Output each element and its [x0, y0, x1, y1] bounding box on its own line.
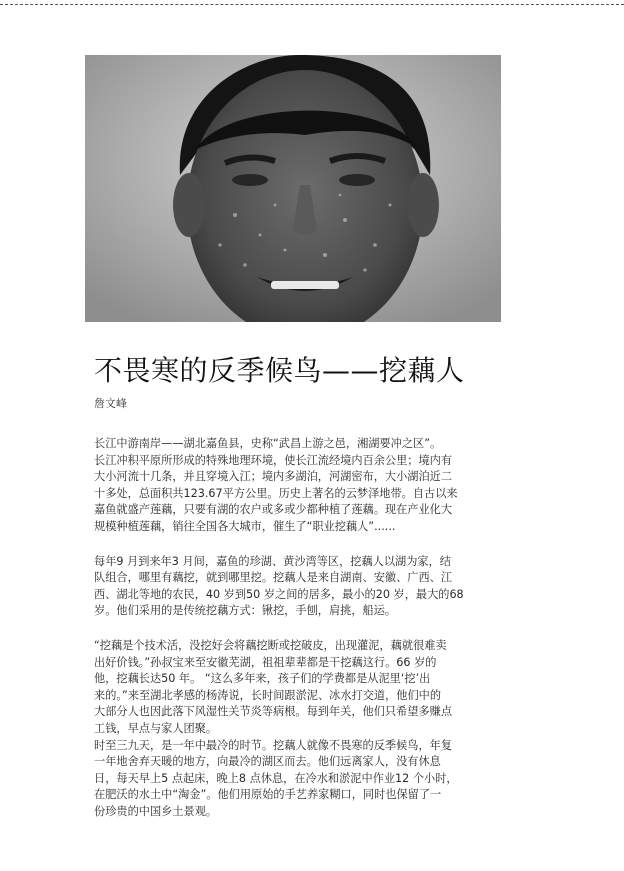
text-line: “挖藕是个技术活，没挖好会将藕挖断或挖破皮，出现灌泥，藕就很难卖 [94, 638, 447, 652]
portrait-image [85, 55, 501, 322]
article-body [94, 436, 494, 820]
text-line: 来的。”来至湖北孝感的杨涛说，长时间跟淤泥、冰水打交道，他们中的 [94, 688, 442, 702]
text-line: 份珍贵的中国乡土景观。 [94, 804, 218, 818]
text-line: 日，每天早上5 点起床，晚上8 点休息，在冷水和淤泥中作业12 个小时， [94, 771, 458, 785]
text-line: 队组合，哪里有藕挖，就到哪里挖。挖藕人是来自湖南、安徽、广西、江 [94, 571, 453, 585]
paragraph-2 [94, 554, 494, 620]
paragraph-3 [94, 638, 494, 738]
paragraph-1 [94, 436, 494, 536]
text-line: 西、湖北等地的农民，40 岁到50 岁之间的居多，最小的20 岁，最大的68 [94, 587, 464, 601]
text-line: 长江冲积平原所形成的特殊地理环境，使长江流经境内百余公里；境内有 [94, 453, 453, 467]
text-line: 他，挖藕长达50 年。 “这么多年来，孩子们的学费都是从泥里‘挖’出 [94, 672, 431, 686]
text-line: 规模种植莲藕，销往全国各大城市，催生了“职业挖藕人”...... [94, 519, 396, 533]
text-line: 每年9 月到来年3 月间，嘉鱼的珍湖、黄沙湾等区，挖藕人以湖为家，结 [94, 554, 451, 568]
article-title: 不畏寒的反季候鸟——挖藕人 [94, 354, 465, 387]
text-line: 大小河流十几条，并且穿境入江；境内多湖泊，河湖密布，大小湖泊近二 [94, 470, 453, 484]
top-dashed-border [0, 4, 624, 5]
text-line: 工钱，早点与家人团聚。 [94, 721, 218, 735]
article-author: 詹文峰 [94, 397, 127, 410]
text-line: 嘉鱼就盛产莲藕，只要有湖的农户或多或少都种植了莲藕。现在产业化大 [94, 503, 453, 517]
text-line: 在肥沃的水土中“淘金”。他们用原始的手艺养家糊口，同时也保留了一 [94, 788, 442, 802]
text-line: 岁。他们采用的是传统挖藕方式：锹挖，手刨，肩挑，船运。 [94, 604, 397, 618]
text-line: 十多处，总面积共123.67平方公里。历史上著名的云梦泽地带。自古以来 [94, 486, 458, 500]
text-line: 出好价钱。”孙叔宝来至安徽芜湖，祖祖辈辈都是干挖藕这行。66 岁的 [94, 655, 437, 669]
portrait-photo [85, 55, 501, 322]
text-line: 一年地舍弃天暖的地方，向最冷的湖区而去。他们远离家人，没有休息 [94, 755, 441, 769]
text-line: 大部分人也因此落下风湿性关节炎等病根。每到年关，他们只希望多赚点 [94, 705, 453, 719]
text-line: 长江中游南岸——湖北嘉鱼县，史称“武昌上游之邑，湘湖要冲之区”。 [94, 437, 442, 450]
text-line: 时至三九天，是一年中最冷的时节。挖藕人就像不畏寒的反季候鸟，年复 [94, 738, 453, 752]
paragraph-4 [94, 738, 494, 821]
